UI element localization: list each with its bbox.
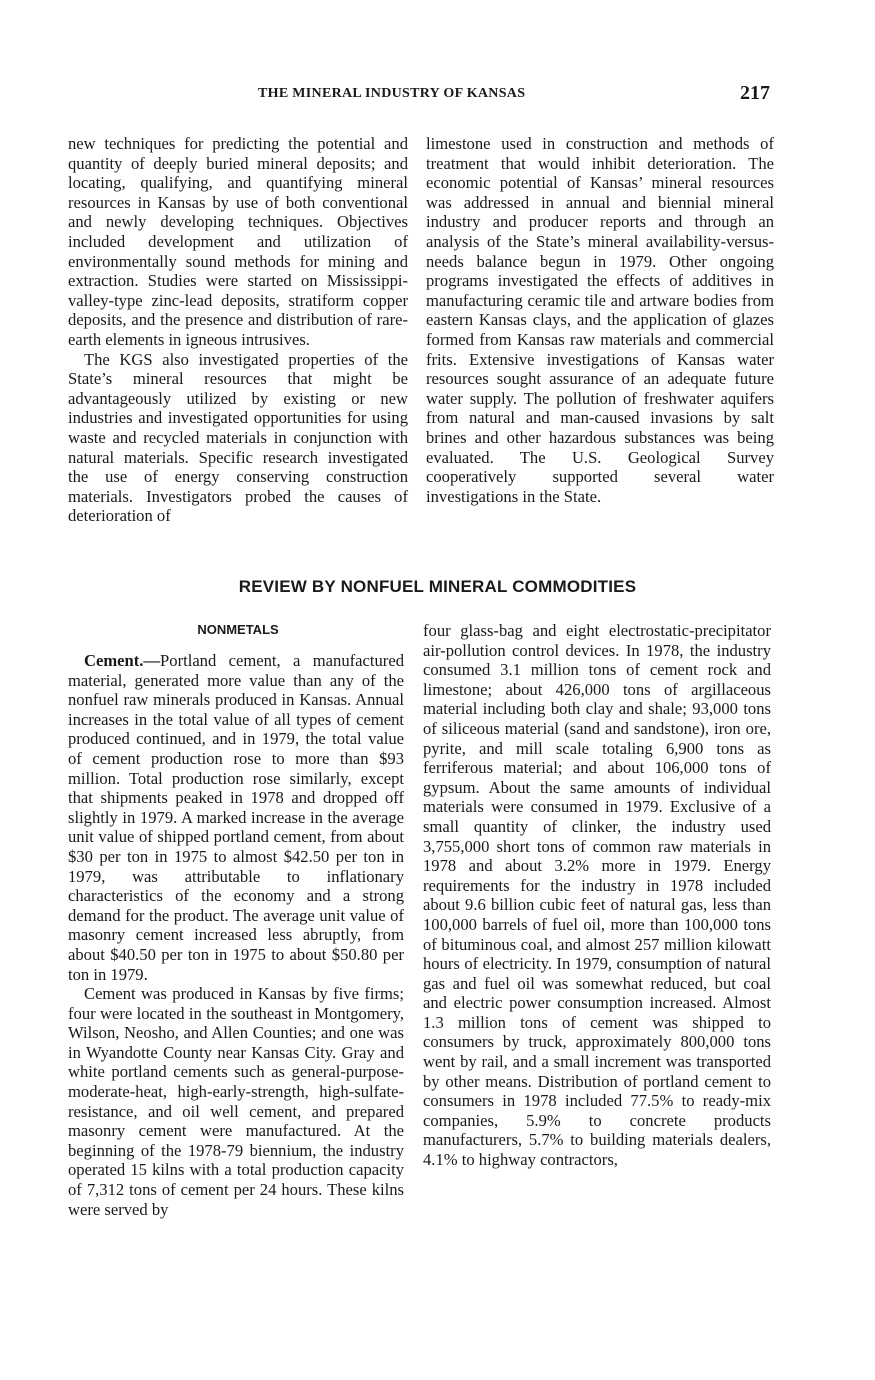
subsection-heading: NONMETALS bbox=[197, 622, 279, 637]
paragraph: Cement was produced in Kansas by five firms; four were located in the southeast in Montgomery, Wilson, Neosho, and Allen Counties; and one was in Wyandotte County near Kansas City. Gray and white portland cements such as general-purpose-moderate-heat, high-early-strength, high-sulfate-resistance, and oil well cement, and prepared masonry cement were manufactured. At the beginning of the 1978-79 biennium, the industry operated 15 kilns with a total production capacity of 7,312 tons of cement per 24 hours. These kilns were served by bbox=[68, 984, 404, 1219]
paragraph: new techniques for predicting the potential and quantity of deeply buried mineral deposits; and locating, qualifying, and quantifying mineral resources in Kansas by use of both conventional and newly developing techniques. Objectives included development and utilization of environmentally sound methods for mining and extraction. Studies were started on Mississippi-valley-type zinc-lead deposits, stratiform copper deposits, and the presence and distribution of rare-earth elements in igneous intrusives. bbox=[68, 134, 408, 349]
bottom-right-column bbox=[423, 621, 771, 1170]
bottom-left-column bbox=[68, 651, 404, 1219]
paragraph: The KGS also investigated properties of the State’s mineral resources that might be advantageously utilized by existing or new industries and investigated opportunities for using waste and recycled materials in conjunction with natural materials. Specific research investigated the use of energy conserving construction materials. Investigators probed the causes of deterioration of bbox=[68, 349, 408, 526]
page-number: 217 bbox=[740, 82, 770, 104]
paragraph: four glass-bag and eight electrostatic-precipitator air-pollution control devices. In 1978, the industry consumed 3.1 million tons of cement rock and limestone; about 426,000 tons of argillaceous material including both clay and shale; 93,000 tons of siliceous material (sand and sandstone), iron ore, pyrite, and mill scale totaling 6,900 tons as ferriferous material; and about 106,000 tons of gypsum. About the same amounts of individual materials were consumed in 1979. Exclusive of a small quantity of clinker, the industry used 3,755,000 short tons of common raw materials in 1978 and about 3.2% more in 1979. Energy requirements for the industry in 1978 included about 9.6 billion cubic feet of natural gas, less than 100,000 barrels of fuel oil, more than 100,000 tons of bituminous coal, and almost 257 million kilowatt hours of electricity. In 1979, consumption of natural gas and fuel oil was somewhat reduced, but coal and electric power consumption increased. Almost 1.3 million tons of cement was shipped to consumers by truck, approximately 800,000 tons went by rail, and a small increment was transported by other means. Distribution of portland cement to consumers in 1978 included 77.5% to ready-mix companies, 5.9% to concrete products manufacturers, 5.7% to building materials dealers, 4.1% to highway contractors, bbox=[423, 621, 771, 1170]
paragraph: limestone used in construction and methods of treatment that would inhibit deterioration. The economic potential of Kansas’ mineral resources was addressed in annual and biennial mineral industry and producer reports and through an analysis of the State’s mineral availability-versus-needs balance begun in 1979. Other ongoing programs investigated the effects of additives in manufacturing ceramic tile and artware bodies from eastern Kansas clays, and the application of glazes formed from Kansas raw materials and commercial frits. Extensive investigations of Kansas water resources sought assurance of an adequate future water supply. The pollution of freshwater aquifers from natural and man-caused invasions by salt brines and other hazardous substances was being evaluated. The U.S. Geological Survey cooperatively supported several water investigations in the State. bbox=[426, 134, 774, 506]
paragraph-text: Portland cement, a manufactured material, generated more value than any of the nonfuel raw minerals produced in Kansas. Annual increases in the total value of all types of cement produced continued, and in 1979, the total value of cement production rose to more than $93 million. Total production rose similarly, except that shipments peaked in 1978 and dropped off slightly in 1979. A marked increase in the average unit value of shipped portland cement, from about $30 per ton in 1975 to almost $42.50 per ton in 1979, was attributable to inflationary characteristics of the economy and a strong demand for the product. The average unit value of masonry cement increased less abruptly, from about $40.50 per ton in 1975 to about $50.80 per ton in 1979. bbox=[68, 651, 404, 984]
top-left-column bbox=[68, 134, 408, 526]
runin-heading: Cement.— bbox=[84, 651, 161, 670]
paragraph bbox=[68, 651, 404, 984]
top-right-column bbox=[426, 134, 774, 506]
running-title: THE MINERAL INDUSTRY OF KANSAS bbox=[258, 86, 526, 101]
section-heading: REVIEW BY NONFUEL MINERAL COMMODITIES bbox=[238, 577, 637, 596]
